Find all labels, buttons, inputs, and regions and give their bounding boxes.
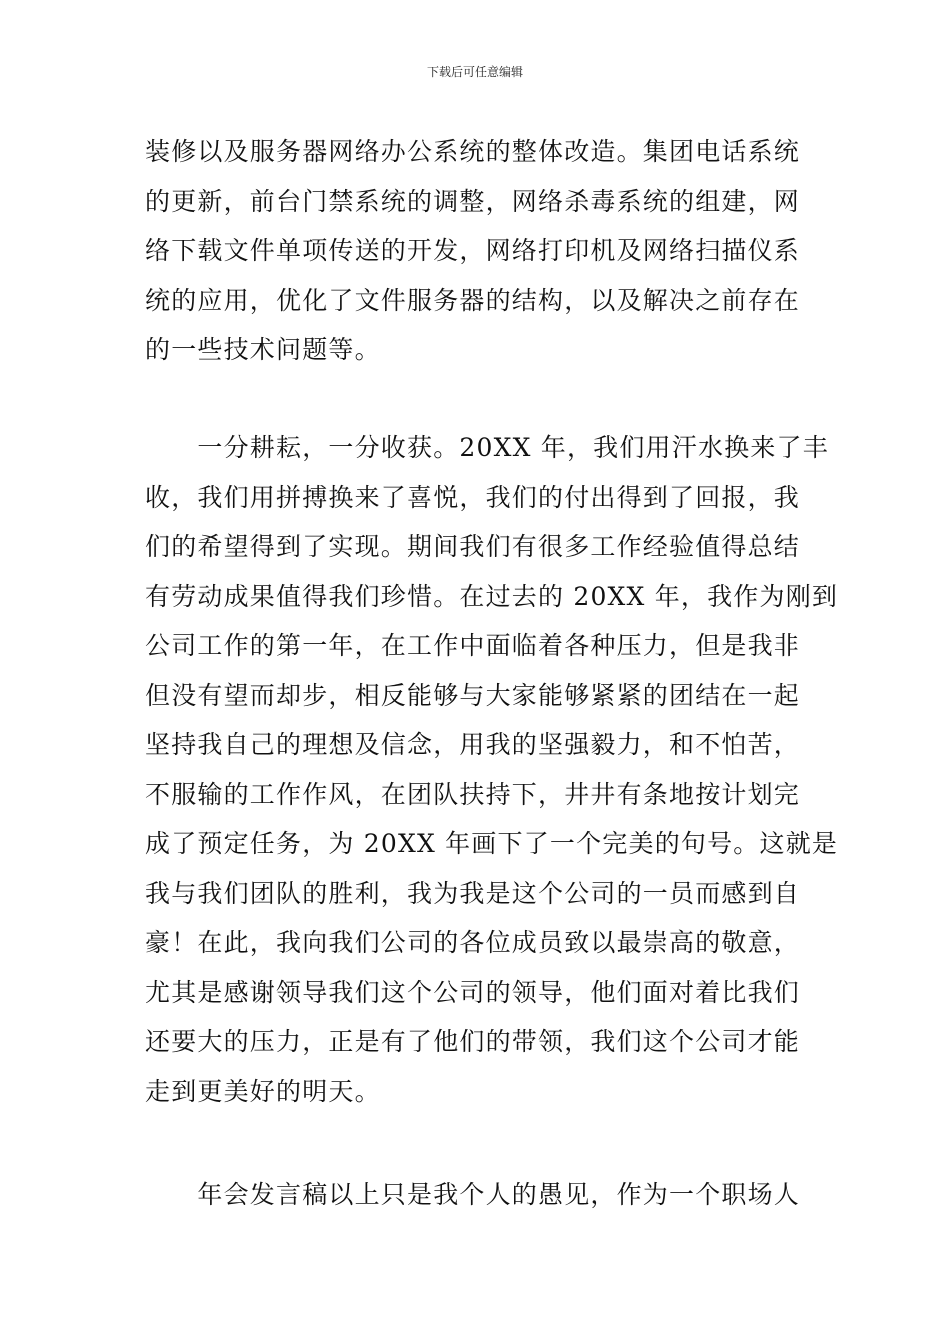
paragraph-line: 公司工作的第一年，在工作中面临着各种压力，但是我非 xyxy=(145,631,801,660)
paragraph-line: 我与我们团队的胜利，我为我是这个公司的一员而感到自 xyxy=(145,878,801,908)
paragraph-line: 一分耕耘，一分收获。20XX 年，我们用汗水换来了丰 xyxy=(145,433,829,462)
paragraph-line: 统的应用，优化了文件服务器的结构，以及解决之前存在 xyxy=(145,285,801,315)
paragraph-line: 走到更美好的明天。 xyxy=(145,1076,381,1106)
paragraph-line: 豪！在此，我向我们公司的各位成员致以最崇高的敬意， xyxy=(145,928,801,957)
page-header-note: 下载后可任意编辑 xyxy=(426,65,523,79)
paragraph-3 xyxy=(145,1170,807,1220)
paragraph-line: 成了预定任务，为 20XX 年画下了一个完美的句号。这就是 xyxy=(145,829,839,858)
paragraph-line: 但没有望而却步，相反能够与大家能够紧紧的团结在一起 xyxy=(145,680,801,710)
paragraph-line: 尤其是感谢领导我们这个公司的领导，他们面对着比我们 xyxy=(145,977,801,1007)
paragraph-line: 不服输的工作作风，在团队扶持下，井井有条地按计划完 xyxy=(145,779,801,809)
paragraph-line: 的更新，前台门禁系统的调整，网络杀毒系统的组建，网 xyxy=(145,186,801,216)
paragraph-line: 年会发言稿以上只是我个人的愚见，作为一个职场人 xyxy=(145,1180,801,1209)
paragraph-line: 络下载文件单项传送的开发，网络打印机及网络扫描仪系 xyxy=(145,236,801,265)
paragraph-line: 们的希望得到了实现。期间我们有很多工作经验值得总结 xyxy=(145,532,801,561)
paragraph-line: 的一些技术问题等。 xyxy=(145,335,381,364)
paragraph-line: 还要大的压力，正是有了他们的带领，我们这个公司才能 xyxy=(145,1027,801,1056)
paragraph-1 xyxy=(145,127,807,375)
paragraph-line: 收，我们用拼搏换来了喜悦，我们的付出得到了回报，我 xyxy=(145,482,801,512)
paragraph-line: 有劳动成果值得我们珍惜。在过去的 20XX 年，我作为刚到 xyxy=(145,581,839,611)
paragraph-line: 坚持我自己的理想及信念，用我的坚强毅力，和不怕苦， xyxy=(145,730,801,759)
paragraph-2 xyxy=(145,423,839,1116)
paragraph-line: 装修以及服务器网络办公系统的整体改造。集团电话系统 xyxy=(145,137,801,166)
